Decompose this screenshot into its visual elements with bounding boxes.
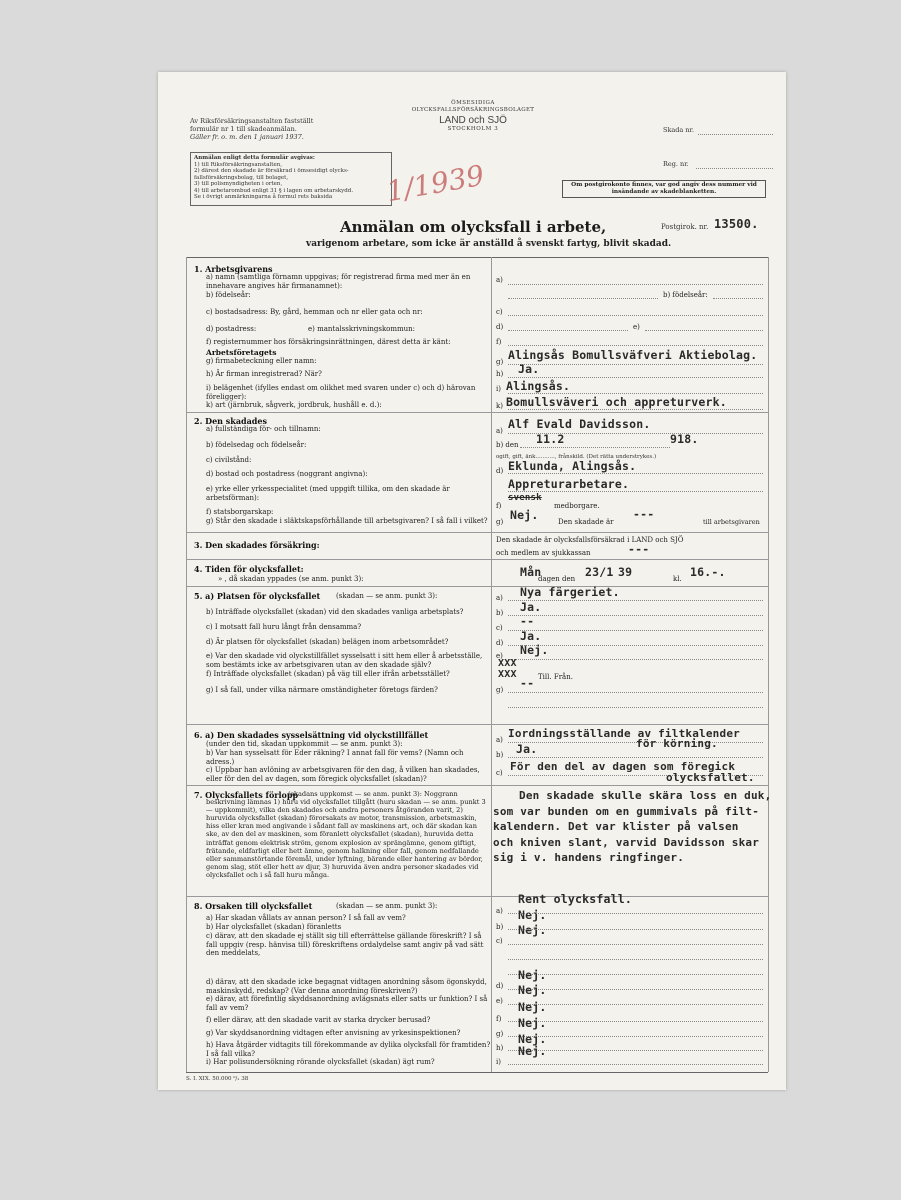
postgiro-note-box: Om postgirokonto finnes, var god angiv dess nummer vid insändande av skadeblanketten. (562, 180, 766, 198)
answer-1g: Alingsås Bomullsväfveri Aktiebolag. (508, 348, 758, 362)
section-7-label: Olycksfallets förlopp (205, 790, 299, 800)
q7-text: (skadans uppkomst — se anm. punkt 3): Noggrann beskrivning lämnas 1) huru vid olycksfallet tillgått (huru skadan — se anm. punkt 3 — uppkommit), vilka den skadades och andra personers åtgöranden varit, 2) huruvida olycksfallet (skadan) förorsakats av motor, transmission, arbetsmaskin, hiss eller kran med angivande i sådant fall av maskinens art, och där skadan kan ske, av den del av maskinen, som föranlett olycksfallet (skadan), huruvida detta inträffat genom elektrisk ström, genom explosion av sprängämne, genom giftigt, frätande, eldfarligt eller hett ämne, genom halkning eller fall, genom nedfallande eller sammanstörtande föremål, under lyftning, bärande eller hantering av bördor, genom slag, stöt eller hett av djur, 3) huruvida även andra personer skadades vid olycksfallet och i så fall huru många. (206, 790, 486, 879)
answer-8a: Nej. (518, 908, 547, 922)
answer-5b: Ja. (520, 600, 542, 614)
instructions-box (190, 152, 392, 206)
r1e: e) (633, 323, 640, 331)
q8-note: (skadan — se anm. punkt 3): (336, 902, 438, 910)
section-2-num: 2. (194, 416, 203, 426)
section-5-title (194, 591, 320, 601)
header-left-line1: Av Riksförsäkringsanstalten fastställt (190, 117, 314, 125)
q5b: b) Inträffade olycksfallet (skadan) vid den skadades vanliga arbetsplats? (206, 608, 464, 616)
answer-1i: Alingsås. (506, 379, 571, 393)
answer-8-main: Rent olycksfall. (518, 892, 632, 906)
answer-4-date: 23/1 (585, 565, 614, 579)
section-8-label: Orsaken till olycksfallet (205, 901, 313, 911)
reg-nr-label: Reg. nr. (663, 160, 689, 168)
q2g: g) Står den skadade i släktskapsförhållande till arbetsgivaren? I så fall i vilket? (206, 517, 488, 525)
answer-8b: Nej. (518, 923, 547, 937)
answer-5a: Nya färgeriet. (520, 585, 620, 599)
q8a: a) Har skadan vållats av annan person? I så fall av vem? (206, 914, 406, 922)
q5g: g) I så fall, under vilka närmare omständigheter företogs färden? (206, 686, 438, 694)
q2e: e) yrke eller yrkesspecialitet (med uppgift tillika, om den skadade är arbetsförman): (206, 485, 450, 502)
answer-6a-1: Iordningsställande av filtkalender (508, 727, 740, 740)
q1a: a) namn (samtliga förnamn uppgivas; för registrerad firma med mer än en innehavare angives här firmanamnet): (206, 273, 471, 290)
answer-5f-x1: XXX (498, 658, 517, 669)
header-left-line3: Gäller fr. o. m. den 1 januari 1937. (190, 133, 304, 141)
q6b: b) Var han sysselsatt för Eder räkning? I annat fall för vems? (Namn och adress.) (206, 749, 464, 766)
r3-line1: Den skadade är olycksfallsförsäkrad i LAND och SJÖ (496, 536, 684, 544)
q6a-note: (under den tid, skadan uppkommit — se anm. punkt 3): (206, 740, 403, 748)
q1-sub: Arbetsföretagets (206, 348, 277, 357)
answer-8e: Nej. (518, 983, 547, 997)
answer-7-line2: som var bunden om en gummivals på filt- (493, 804, 760, 818)
header-left-text (190, 117, 380, 141)
section-1-num: 1. (194, 264, 203, 274)
q2b: b) födelsedag och födelseår: (206, 441, 307, 449)
section-8-title (194, 901, 312, 911)
instructions-line: 1) till Riksförsäkringsanstalten, (194, 161, 283, 168)
section-7-num: 7. (194, 790, 203, 800)
instructions-line: 2) därest den skadade är försäkrad i ömsesidigt olycks- (194, 168, 349, 174)
q1e: e) mantalsskrivningskommun: (308, 325, 416, 333)
q4b: » , då skadan yppades (se anm. punkt 3): (218, 575, 364, 583)
answer-8i: Nej. (518, 1044, 547, 1058)
company-small: ÖMSESIDIGA (451, 100, 495, 106)
q8f: f) eller därav, att den skadade varit av starka drycker berusad? (206, 1016, 431, 1024)
r2b-suffix: 918. (670, 432, 699, 446)
answer-8f: Nej. (518, 1000, 547, 1014)
q5f: f) Inträffade olycksfallet (skadan) på väg till eller ifrån arbetsstället? (206, 670, 450, 678)
q5c: c) I motsatt fall huru långt från densamma? (206, 623, 362, 631)
section-4-label: Tiden för olycksfallet: (205, 564, 304, 574)
answer-8h: Nej. (518, 1032, 547, 1046)
q1k: k) art (järnbruk, sågverk, jordbruk, hushåll e. d.): (206, 401, 382, 409)
q1i: i) belägenhet (ifylles endast om olikhet med svaren under c) och d) härovan föreligger): (206, 384, 476, 401)
section-4-num: 4. (194, 564, 203, 574)
answer-2b: 11.2 (536, 432, 565, 446)
r5f-opts: Till. Från. (538, 673, 573, 681)
postgiro-value: 13500. (714, 217, 759, 231)
answer-5g: -- (520, 676, 535, 690)
q8e: e) därav, att förefintlig skyddsanordning avlägsnats eller satts ur funktion? I så fall av vem? (206, 995, 488, 1012)
q8g: g) Var skyddsanordning vidtagen efter anvisning av yrkesinspektionen? (206, 1029, 461, 1037)
answer-6a-2: för körning. (636, 737, 718, 750)
r2g-mid: Den skadade är (558, 518, 614, 526)
answer-6c-1: För den del av dagen som föregick (510, 760, 736, 773)
answer-2d: Eklunda, Alingsås. (508, 459, 637, 473)
q6c: c) Uppbar han avlöning av arbetsgivaren för den dag, å vilken han skadades, eller för den del av dagen, som föregick olycksfallet (skadan)? (206, 766, 480, 783)
answer-5f-x2: XXX (498, 669, 517, 680)
q2a: a) fullständiga för- och tillnamn: (206, 425, 321, 433)
r2g-end: till arbetsgivaren (703, 518, 760, 526)
r1b: b) födelseår: (663, 291, 708, 299)
section-2-label: Den skadades (205, 416, 267, 426)
section-1-label: Arbetsgivarens (205, 264, 273, 274)
answer-4-year: 39 (618, 565, 633, 579)
q1f: f) registernummer hos försäkringsinrättningen, därest detta är känt: (206, 338, 451, 346)
r2f-suffix: medborgare. (554, 502, 600, 510)
q2c: c) civilstånd: (206, 456, 252, 464)
q1g: g) firmabeteckning eller namn: (206, 357, 317, 365)
company-name: LAND och SJÖ (439, 115, 507, 126)
r4-mid: dagen den (538, 575, 576, 583)
handwritten-stamp: 1/1939 (383, 158, 487, 209)
q5e: e) Var den skadade vid olyckstillfället sysselsatt i sitt hem eller å arbetsställe, som bestämts icke av arbetsgivaren utan av den skadade själv? (206, 652, 483, 669)
skada-nr-label: Skada nr. (663, 126, 695, 134)
answer-7-line5: sig i v. handens ringfinger. (493, 851, 685, 864)
instructions-line: Anmälan enligt detta formulär avgivas: (194, 155, 315, 161)
section-6-label: a) Den skadades sysselsättning vid olyckstillfället (205, 730, 429, 740)
q8c: c) därav, att den skadade ej ställt sig till efterrättelse gällande föreskrift? I så fall uppgiv (resp. hänvisa till) föreskriftens ordalydelse samt angiv på vad sätt den meddelats, (206, 932, 484, 957)
header-left-line2: formulär nr 1 till skadeanmälan. (190, 125, 297, 133)
form-subtitle: varigenom arbetare, som icke är anställd å svenskt fartyg, blivit skadad. (306, 239, 672, 249)
answer-2a: Alf Evald Davidsson. (508, 417, 651, 431)
q8d: d) därav, att den skadade icke begagnat vidtagen anordning såsom ögonskydd, maskinskydd, redskap? (Var denna anordning föreskriven?) (206, 978, 487, 995)
instructions-line: 3) till polismyndigheten i orten, (194, 181, 283, 187)
q1h: h) Är firman inregistrerad? När? (206, 370, 322, 378)
q1d: d) postadress: (206, 325, 257, 333)
answer-3: --- (628, 542, 650, 556)
q1b: b) födelseår: (206, 291, 251, 299)
r2b-pre: b) den (496, 441, 519, 449)
q8b: b) Har olycksfallet (skadan) föranletts (206, 923, 342, 931)
section-3-title (194, 540, 320, 550)
answer-2g1: Nej. (510, 508, 539, 522)
instructions-line: fallsförsäkringsbolag, till bolaget, (194, 174, 289, 181)
q8h: h) Hava åtgärder vidtagits till förekommande av dylika olycksfall för framtiden? I så fall vilka? (206, 1041, 491, 1058)
answer-7-line4: och kniven slant, varvid Davidsson skar (493, 835, 760, 849)
answer-5e: Nej. (520, 643, 549, 657)
answer-7-block (493, 788, 783, 866)
r4-kl: kl. (673, 575, 682, 583)
section-6-num: 6. (194, 730, 203, 740)
answer-4-day: Mån (520, 565, 542, 579)
section-3-num: 3. (194, 540, 203, 550)
q1c: c) bostadsadress: By, gård, hemman och nr eller gata och nr: (206, 308, 423, 316)
answer-6b: Ja. (516, 742, 538, 756)
instructions-line: Se i övrigt anmärkningarna å formul rets baksida (194, 194, 333, 200)
q2f: f) statsborgarskap: (206, 508, 274, 516)
company-small2: OLYCKSFALLSFÖRSÄKRINGSBOLAGET (411, 106, 535, 113)
answer-1k: Bomullsväveri och appreturverk. (506, 395, 727, 409)
answer-7-line1: Den skadade skulle skära loss en duk, (519, 789, 772, 802)
q5d: d) Är platsen för olycksfallet (skadan) belägen inom arbetsområdet? (206, 638, 449, 646)
r3-line2: och medlem av sjukkassan (496, 549, 591, 557)
answer-2e: Appreturarbetare. (508, 477, 630, 491)
form-title: Anmälan om olycksfall i arbete, (340, 218, 607, 236)
q5a-note: (skadan — se anm. punkt 3): (336, 592, 438, 600)
section-5-label: a) Platsen för olycksfallet (205, 591, 321, 601)
form-sheet: Av Riksförsäkringsanstalten fastställt formulär nr 1 till skadeanmälan. Gäller fr. o. m. den 1 januari 1937. Anmälan enligt detta formulär avgivas: 1) till Riksförsäkringsanstalten, 2) därest den skadade är försäkrad i ömsesidigt olycks- fallsförsäkringsbolag, till bolaget, 3) till polismyndigheten i orten, 4) till arbetarombud enligt 31 § i lagen om arbetarskydd. Se i övrigt anmärkningarna å formul rets baksida ÖMSESIDIGA OLYCKSFALLSFÖRSÄKRINGSBOLAGET LAND och SJÖ STOCKHOLM 3 Skada nr. Reg. nr. Om postgirokonto finnes, var god angiv dess nummer vid insändande av skadeblanketten. 1/1939 Anmälan om olycksfall i arbete, Postgirok. nr. 13500. varigenom arbetare, som icke är anställd å svenskt fartyg, blivit skadad. 1. Arbetsgivarens a) namn (samtliga förnamn uppgivas; för registrerad firma med mer än en innehavare angives här firmanamnet): b) födelseår: c) bostadsadress: By, gård, hemman och nr eller gata och nr: d) postadress: e) mantalsskrivningskommun: f) registernummer hos försäkringsinrättningen, därest detta är känt: Arbetsföretagets g) firmabeteckning eller namn: h) Är firman inregistrerad? När? i) belägenhet (ifylles endast om olikhet med svaren under c) och d) härovan föreligger): k) art (järnbruk, sågverk, jordbruk, hushåll e. d.): a) b) födelseår: c) d) e) f) g) Alingsås Bomullsväfveri Aktiebolag. h) Ja. i) Alingsås. k) Bomullsväveri och appreturverk. 2. Den skadades a) fullständiga för- och tillnamn: b) födelsedag och födelseår: c) civilstånd: d) bostad och postadress (noggrant angivna): e) yrke eller yrkesspecialitet (med uppgift tillika, om den skadade är arbetsförman): f) statsborgarskap: g) Står den skadade i släktskapsförhållande till arbetsgivaren? I så fall i vilket? a) Alf Evald Davidsson. b) den 11.2 918. ogift, gift, änk..........., frånskild. (Det rätta understrykes.) d) Eklunda, Alingsås. Appreturarbetare. f) svensk medborgare. g) Nej. Den skadade är --- till arbetsgivaren 3. Den skadades försäkring: Den skadade är olycksfallsförsäkrad i LAND och SJÖ och medlem av sjukkassan --- 4. Tiden för olycksfallet: » , då skadan yppades (se anm. punkt 3): Mån dagen den 23/1 39 kl. 16.-. 5. a) Platsen för olycksfallet (skadan — se anm. punkt 3): b) Inträffade olycksfallet (skadan) vid den skadades vanliga arbetsplats? c) I motsatt fall huru långt från densamma? d) Är platsen för olycksfallet (skadan) belägen inom arbetsområdet? e) Var den skadade vid olyckstillfället sysselsatt i sitt hem eller å arbetsställe, som bestämts icke av arbetsgivaren utan av den skadade själv? f) Inträffade olycksfallet (skadan) på väg till eller ifrån arbetsstället? g) I så fall, under vilka närmare omständigheter företogs färden? a) Nya färgeriet. b) Ja. c) -- d) Ja. e) Nej. XXX XXX Till. Från. g) -- 6. a) Den skadades sysselsättning vid olyckstillfället (under den tid, skadan uppkommit — se anm. punkt 3): b) Var han sysselsatt för Eder räkning? I annat fall för vems? (Namn och adress.) c) Uppbar han avlöning av arbetsgivaren för den dag, å vilken han skadades, eller för den del av dagen, som föregick olycksfallet (skadan)? a) Iordningsställande av filtkalender för körning. b) Ja. c) För den del av dagen som föregick olycksfallet. 7. Olycksfallets förlopp (skadans uppkomst — se anm. punkt 3): Noggrann beskrivning lämnas 1) huru vid olycksfallet tillgått (huru skadan — se anm. punkt 3 — uppkommit), vilka den skadades och andra personers åtgöranden varit, 2) huruvida olycksfallet (skadan) förorsakats av motor, transmission, arbetsmaskin, hiss eller kran med angivande i sådant fall av maskinens art, och där skadan kan ske, av den del av maskinen, som föranlett olycksfallet (skadan), huruvida detta inträffat genom elektrisk ström, genom explosion av sprängämne, genom giftigt, frätande, eldfarligt eller hett ämne, genom halkning eller fall, genom nedfallande eller sammanstörtande föremål, under lyftning, bärande eller hantering av bördor, genom slag, stöt eller hett av djur, 3) huruvida även andra personer skadades vid olycksfallet och i så fall huru många. Den skadade skulle skära loss en duk, som var bunden om en gummivals på filt- kalendern. Det var klister på valsen och kniven slant, varvid Davidsson skar sig i v. handens ringfinger. 8. Orsaken till olycksfallet (skadan — se anm. punkt 3): a) Har skadan vållats av annan person? I så fall av vem? b) Har olycksfallet (skadan) föranletts c) därav, att den skadade ej ställt sig till efterrättelse gällande föreskrift? I så fall uppgiv (resp. hänvisa till) föreskriftens ordalydelse samt angiv på vad sätt den meddelats, d) därav, att den skadade icke begagnat vidtagen anordning såsom ögonskydd, maskinskydd, redskap? (Var denna anordning föreskriven?) e) därav, att förefintlig skyddsanordning avlägsnats eller satts ur funktion? I så fall av vem? f) eller därav, att den skadade varit av starka drycker berusad? g) Var skyddsanordning vidtagen efter anvisning av yrkesinspektionen? h) Hava åtgärder vidtagits till förekommande av dylika olycksfall för framtiden? I så fall vilka? i) Har polisundersökning rörande olycksfallet (skadan) ägt rum? Rent olycksfall. a) Nej. b) Nej. c) d) Nej. e) Nej. f) Nej. g) Nej. h) Nej. i) Nej. S. I. XIX. 50.000 ⁰/₁ 38 (158, 72, 786, 1090)
answer-2g2: --- (633, 507, 655, 521)
r2c-opts: ogift, gift, änk..........., frånskild. (Det rätta understrykes.) (496, 454, 657, 460)
answer-7-line3: kalendern. Det var klister på valsen (493, 820, 739, 833)
answer-5d: Ja. (520, 629, 542, 643)
section-4-title (194, 564, 304, 574)
answer-8g: Nej. (518, 1016, 547, 1030)
answer-2f: svensk (508, 493, 542, 503)
print-code: S. I. XIX. 50.000 ⁰/₁ 38 (186, 1076, 249, 1082)
answer-5c: -- (520, 614, 535, 628)
company-block (403, 100, 543, 133)
section-6-title (194, 730, 428, 740)
section-3-label: Den skadades försäkring: (205, 540, 320, 550)
section-8-num: 8. (194, 901, 203, 911)
postgiro-label: Postgirok. nr. (661, 223, 709, 231)
section-5-num: 5. (194, 591, 203, 601)
answer-4-time: 16.-. (690, 565, 726, 579)
answer-8d: Nej. (518, 968, 547, 982)
instructions-line: 4) till arbetarombud enligt 31 § i lagen om arbetarskydd. (194, 187, 354, 194)
answer-1h: Ja. (518, 362, 540, 376)
q8i: i) Har polisundersökning rörande olycksfallet (skadan) ägt rum? (206, 1058, 435, 1066)
company-city: STOCKHOLM 3 (447, 126, 499, 132)
q2d: d) bostad och postadress (noggrant angivna): (206, 470, 368, 478)
answer-6c-2: olycksfallet. (666, 771, 755, 784)
